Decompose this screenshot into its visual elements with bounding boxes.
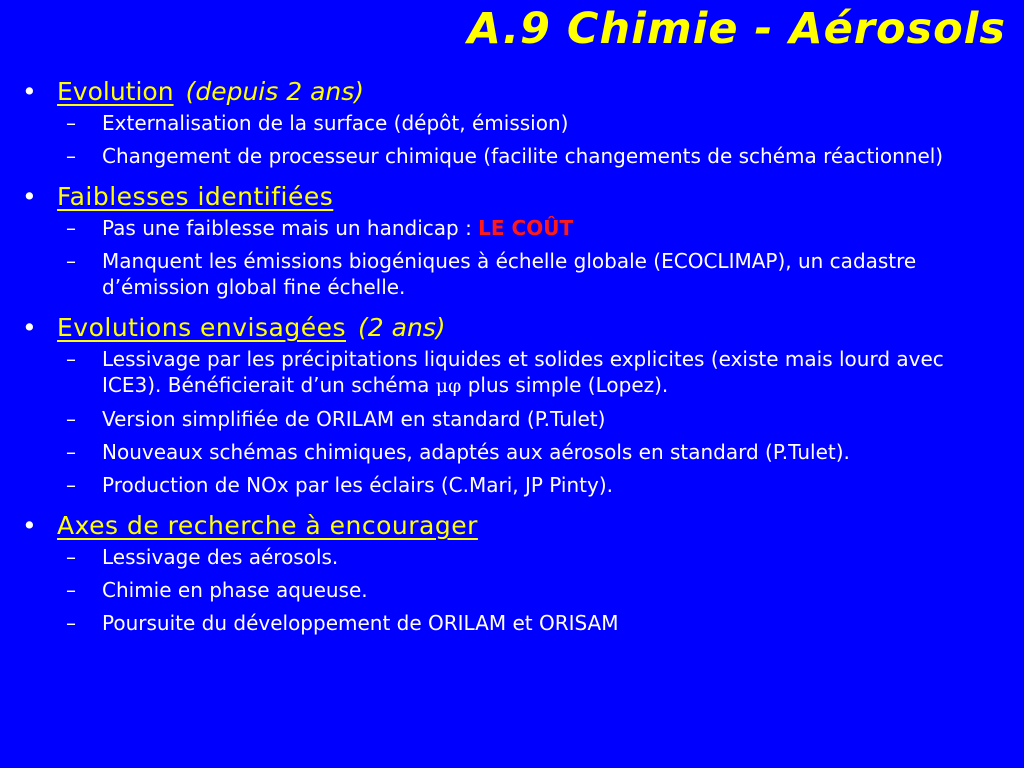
list-item-text-part: Lessivage par les précipitations liquides et solides explicites (existe mais lourd avec ICE3). Bénéficierait d’un schéma xyxy=(102,347,944,397)
sub-list xyxy=(22,346,1012,498)
list-item xyxy=(66,439,1012,465)
bullet-icon: • xyxy=(22,511,37,540)
list-item xyxy=(66,472,1012,498)
list-item xyxy=(66,248,1012,300)
list-item xyxy=(66,610,1012,636)
list-item-text: Externalisation de la surface (dépôt, émission) xyxy=(102,111,569,135)
bullet-icon: • xyxy=(22,77,37,106)
list-item xyxy=(66,110,1012,136)
section-heading-line xyxy=(22,179,1012,215)
list-item xyxy=(66,544,1012,570)
section-evolutions-envisagees xyxy=(22,310,1012,498)
list-item-text: Chimie en phase aqueuse. xyxy=(102,578,368,602)
dash-icon: – xyxy=(66,440,76,464)
list-item xyxy=(66,215,1012,241)
list-item-text xyxy=(102,215,962,241)
section-note: (depuis 2 ans) xyxy=(185,77,365,106)
bullet-icon: • xyxy=(22,182,37,211)
section-heading: Evolution xyxy=(57,77,174,106)
list-item xyxy=(66,406,1012,432)
list-item xyxy=(66,143,1012,169)
section-faiblesses xyxy=(22,179,1012,300)
list-item-text: Poursuite du développement de ORILAM et ORISAM xyxy=(102,611,619,635)
list-item-text: Nouveaux schémas chimiques, adaptés aux aérosols en standard (P.Tulet). xyxy=(102,440,850,464)
dash-icon: – xyxy=(66,473,76,497)
dash-icon: – xyxy=(66,249,76,273)
section-heading-line xyxy=(22,310,1012,346)
mu-phi-symbol: μφ xyxy=(435,375,462,397)
list-item-text: Manquent les émissions biogéniques à échelle globale (ECOCLIMAP), un cadastre d’émission global fine échelle. xyxy=(102,249,917,299)
section-axes-de-recherche xyxy=(22,508,1012,636)
bullet-icon: • xyxy=(22,313,37,342)
list-item xyxy=(66,346,1012,399)
dash-icon: – xyxy=(66,144,76,168)
section-heading: Evolutions envisagées xyxy=(57,313,347,342)
list-item-text-part: Pas une faiblesse mais un handicap : xyxy=(102,216,479,240)
section-heading-line xyxy=(22,74,1012,110)
slide-title: A.9 Chimie - Aérosols xyxy=(467,4,1006,54)
dash-icon: – xyxy=(66,407,76,431)
cost-highlight: LE COÛT xyxy=(478,216,574,240)
section-note: (2 ans) xyxy=(358,313,446,342)
dash-icon: – xyxy=(66,611,76,635)
section-heading: Axes de recherche à encourager xyxy=(57,511,478,540)
section-heading-line xyxy=(22,508,1012,544)
section-heading: Faiblesses identifiées xyxy=(57,182,334,211)
sub-list xyxy=(22,110,1012,169)
slide-content xyxy=(22,74,1012,646)
list-item-text: Changement de processeur chimique (facilite changements de schéma réactionnel) xyxy=(102,144,944,168)
dash-icon: – xyxy=(66,111,76,135)
list-item-text-part: plus simple (Lopez). xyxy=(461,373,669,397)
sub-list xyxy=(22,215,1012,300)
list-item-text xyxy=(102,346,962,399)
dash-icon: – xyxy=(66,347,76,371)
dash-icon: – xyxy=(66,216,76,240)
sub-list xyxy=(22,544,1012,636)
dash-icon: – xyxy=(66,545,76,569)
list-item-text: Version simplifiée de ORILAM en standard (P.Tulet) xyxy=(102,407,606,431)
list-item-text: Production de NOx par les éclairs (C.Mari, JP Pinty). xyxy=(102,473,613,497)
list-item-text: Lessivage des aérosols. xyxy=(102,545,339,569)
section-evolution xyxy=(22,74,1012,169)
list-item xyxy=(66,577,1012,603)
dash-icon: – xyxy=(66,578,76,602)
